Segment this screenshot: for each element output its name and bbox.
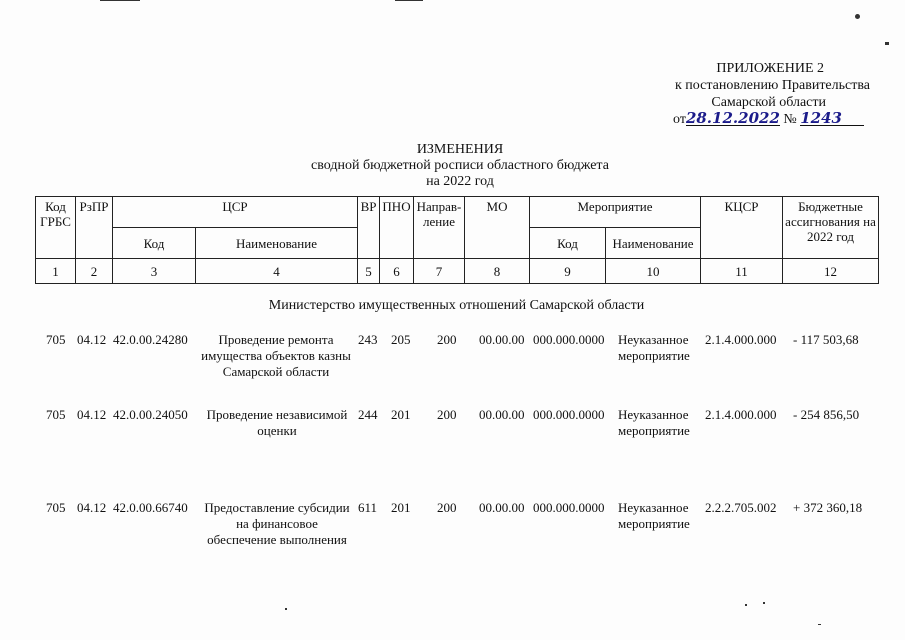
cell-pno: 201: [391, 500, 411, 515]
cell-amount: + 372 360,18: [793, 500, 863, 515]
scan-mark-right: [885, 42, 889, 45]
scan-mark-top-left: [100, 0, 140, 1]
cell-grbs: 705: [46, 500, 66, 515]
scan-speck: [818, 624, 821, 625]
cell-mo: 00.00.00: [479, 500, 525, 515]
cell-mer-kod: 000.000.0000: [533, 500, 605, 515]
cell-csr: 42.0.00.24280: [113, 332, 188, 347]
cell-kcsr: 2.2.2.705.002: [705, 500, 777, 515]
header-kod-grbs: Код ГРБС: [36, 197, 76, 259]
cell-rzpr: 04.12: [77, 407, 107, 422]
col-number: 9: [530, 259, 606, 284]
cell-kcsr: 2.1.4.000.000: [705, 332, 777, 347]
number-prefix: №: [783, 112, 797, 127]
resolution-ref: к постановлению Правительства: [674, 78, 870, 93]
col-number: 6: [380, 259, 414, 284]
scan-mark-top-mid: [395, 0, 423, 1]
col-number: 3: [113, 259, 196, 284]
col-number: 11: [701, 259, 783, 284]
table-row: [0, 500, 905, 560]
col-number: 10: [606, 259, 701, 284]
cell-name: Проведение ремонта имущества объектов казны Самарской области: [201, 332, 351, 379]
cell-rzpr: 04.12: [77, 500, 107, 515]
title-line-1: ИЗМЕНЕНИЯ: [416, 142, 504, 157]
table-row: [0, 332, 905, 402]
table-row: [0, 407, 905, 447]
col-number: 12: [783, 259, 879, 284]
col-number: 1: [36, 259, 76, 284]
cell-napr: 200: [437, 500, 457, 515]
cell-mer-kod: 000.000.0000: [533, 332, 605, 347]
cell-mer-name: Неуказанное мероприятие: [618, 500, 690, 531]
section-heading: Министерство имущественных отношений Самарской области: [268, 298, 645, 313]
title-line-3: на 2022 год: [426, 174, 494, 189]
header-csr-kod: Код: [113, 228, 196, 259]
col-number: 5: [358, 259, 380, 284]
cell-name: Проведение независимой оценки: [206, 407, 348, 438]
cell-napr: 200: [437, 332, 457, 347]
title-line-2: сводной бюджетной росписи областного бюджета: [311, 158, 609, 173]
cell-vr: 243: [358, 332, 378, 347]
header-mer-kod: Код: [530, 228, 606, 259]
header-vr: ВР: [358, 197, 380, 259]
cell-csr: 42.0.00.66740: [113, 500, 188, 515]
header-csr-name: Наименование: [196, 228, 358, 259]
resolution-date: 28.12.2022: [685, 109, 780, 127]
cell-pno: 205: [391, 332, 411, 347]
resolution-number: 1243: [800, 111, 864, 126]
header-kcsr: КЦСР: [701, 197, 783, 259]
cell-amount: - 254 856,50: [793, 407, 860, 422]
cell-name: Предоставление субсидии на финансовое обеспечение выполнения: [204, 500, 350, 547]
cell-mer-name: Неуказанное мероприятие: [618, 407, 690, 438]
from-prefix: от: [673, 112, 686, 127]
col-number: 2: [76, 259, 113, 284]
cell-mer-name: Неуказанное мероприятие: [618, 332, 690, 363]
cell-mo: 00.00.00: [479, 407, 525, 422]
cell-rzpr: 04.12: [77, 332, 107, 347]
cell-vr: 611: [358, 500, 378, 515]
cell-csr: 42.0.00.24050: [113, 407, 188, 422]
cell-vr: 244: [358, 407, 378, 422]
cell-grbs: 705: [46, 407, 66, 422]
cell-napr: 200: [437, 407, 457, 422]
scan-mark-top-right: [855, 14, 860, 19]
header-budget: Бюджетные ассигнования на 2022 год: [783, 197, 879, 259]
header-rzpr: РзПР: [76, 197, 113, 259]
cell-grbs: 705: [46, 332, 66, 347]
header-csr: ЦСР: [113, 197, 358, 228]
date-number-line: [560, 111, 870, 128]
scan-speck: [285, 608, 287, 610]
col-number: 4: [196, 259, 358, 284]
cell-mer-kod: 000.000.0000: [533, 407, 605, 422]
region-name: Самарской области: [711, 95, 826, 110]
cell-kcsr: 2.1.4.000.000: [705, 407, 777, 422]
header-pno: ПНО: [380, 197, 414, 259]
cell-amount: - 117 503,68: [793, 332, 859, 347]
appendix-label: ПРИЛОЖЕНИЕ 2: [716, 61, 824, 76]
scan-speck: [763, 602, 765, 604]
col-number: 7: [414, 259, 465, 284]
scan-speck: [745, 604, 747, 606]
header-mer-name: Наименование: [606, 228, 701, 259]
approval-block: [560, 60, 870, 128]
budget-table-header: [35, 196, 879, 284]
header-napravlenie: Направ-ление: [414, 197, 465, 259]
header-meropriyatie: Мероприятие: [530, 197, 701, 228]
cell-pno: 201: [391, 407, 411, 422]
document-title: [300, 142, 620, 190]
cell-mo: 00.00.00: [479, 332, 525, 347]
header-mo: МО: [465, 197, 530, 259]
col-number: 8: [465, 259, 530, 284]
